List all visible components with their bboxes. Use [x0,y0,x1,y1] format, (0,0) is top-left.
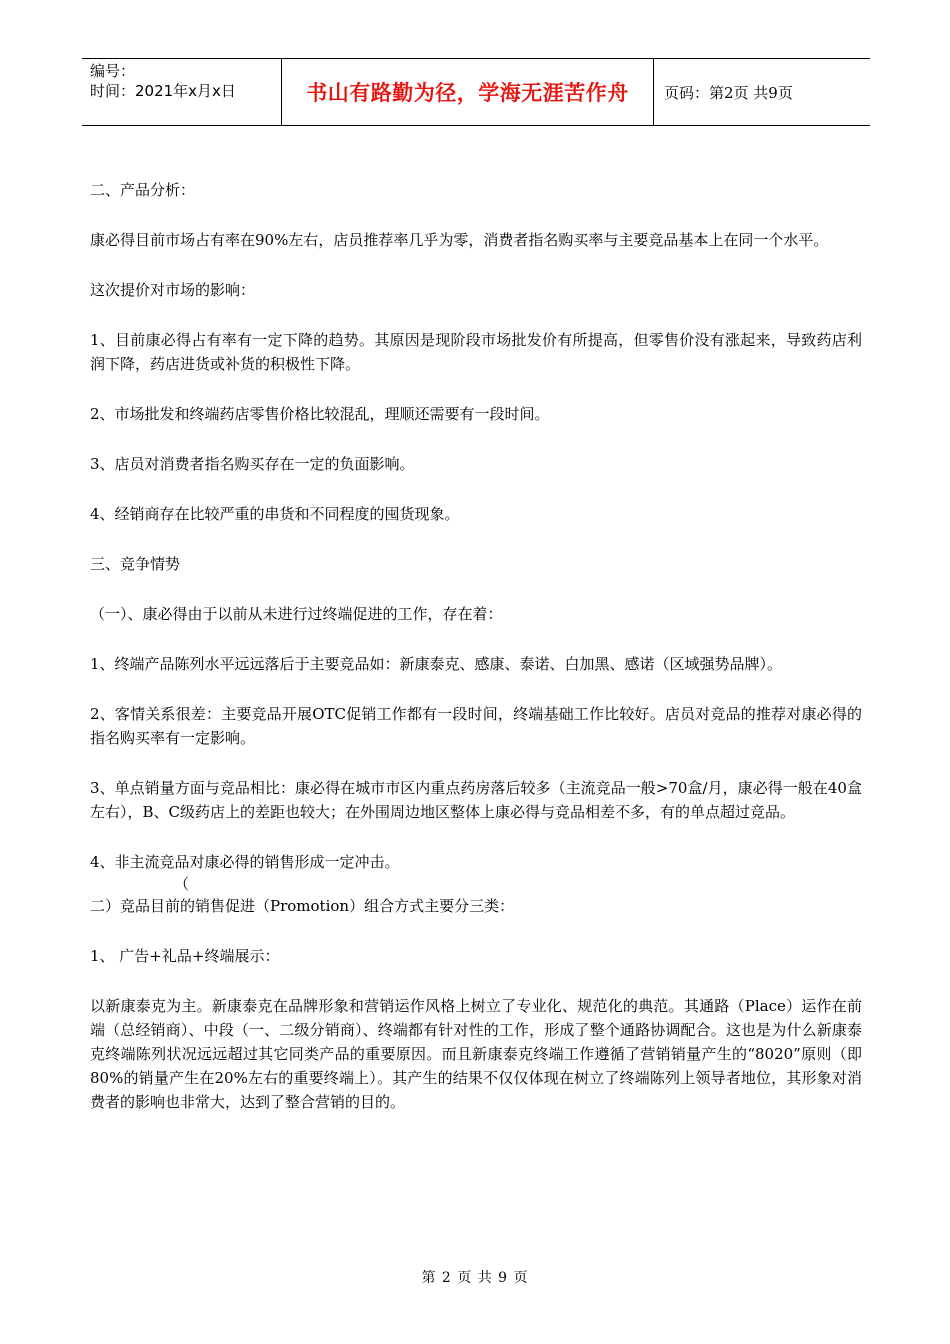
paragraph: 二）竞品目前的销售促进（Promotion）组合方式主要分三类： [90,897,515,915]
paragraph: 3、店员对消费者指名购买存在一定的负面影响。 [90,455,415,473]
header-page-info: 页码：第2页 共9页 [664,83,793,102]
document-body [90,178,862,1114]
paragraph: 4、非主流竞品对康必得的销售形成一定冲击。 [90,853,400,871]
header-motto: 书山有路勤为径，学海无涯苦作舟 [282,59,654,125]
document-number: 编号： [90,62,136,80]
section-heading: 二、产品分析： [90,181,196,199]
paragraph: 1、目前康必得占有率有一定下降的趋势。其原因是现阶段市场批发价有所提高，但零售价没有涨起来，导致药店利润下降，药店进货或补货的积极性下降。 [90,331,862,373]
paragraph: 康必得目前市场占有率在90%左右，店员推荐率几乎为零，消费者指名购买率与主要竞品基本上在同一个水平。 [90,231,829,249]
paren-fragment: （ [174,875,190,893]
section-heading: 三、竞争情势 [90,555,181,573]
paragraph: 2、客情关系很差：主要竞品开展OTC促销工作都有一段时间，终端基础工作比较好。店员对竞品的推荐对康必得的指名购买率有一定影响。 [90,705,862,747]
paragraph: 2、市场批发和终端药店零售价格比较混乱，理顺还需要有一段时间。 [90,405,550,423]
paragraph: 3、单点销量方面与竞品相比：康必得在城市市区内重点药房落后较多（主流竞品一般>70盒/月，康必得一般在40盒左右），B、C级药店上的差距也较大；在外围周边地区整体上康必得与竞品相差不多，有的单点超过竞品。 [90,779,862,821]
paragraph: 这次提价对市场的影响： [90,281,256,299]
page-footer: 第 2 页 共 9 页 [421,1270,529,1286]
header-meta [82,59,282,125]
paragraph: 以新康泰克为主。新康泰克在品牌形象和营销运作风格上树立了专业化、规范化的典范。其通路（Place）运作在前端（总经销商）、中段（一、二级分销商）、终端都有针对性的工作，形成了整个通路协调配合。这也是为什么新康泰克终端陈列状况远远超过其它同类产品的重要原因。而且新康泰克终端工作遵循了营销销量产生的“8020”原则（即80%的销量产生在20%左右的重要终端上）。其产生的结果不仅仅体现在树立了终端陈列上领导者地位，其形象对消费者的影响也非常大，达到了整合营销的目的。 [90,997,862,1111]
paragraph: 4、经销商存在比较严重的串货和不同程度的囤货现象。 [90,505,460,523]
paragraph: 1、终端产品陈列水平远远落后于主要竞品如：新康泰克、感康、泰诺、白加黑、感诺（区域强势品牌）。 [90,655,783,673]
paragraph: （一）、康必得由于以前从未进行过终端促进的工作，存在着： [90,605,503,623]
list-heading: 1、 广告+礼品+终端展示： [90,947,280,965]
page-header [82,58,870,126]
document-date: 时间：2021年x月x日 [90,82,236,100]
